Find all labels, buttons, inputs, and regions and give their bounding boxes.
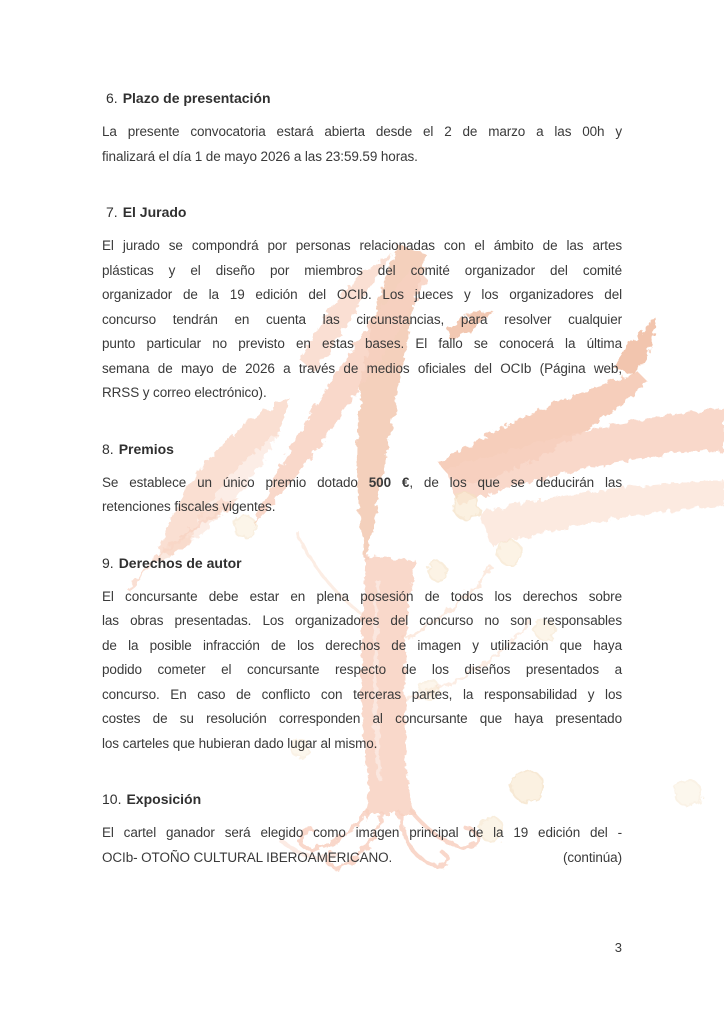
text-line: de la posible infracción de los derechos de imagen y utilización que haya: [102, 637, 622, 653]
text-line: RRSS y correo electrónico).: [102, 385, 267, 400]
section-paragraph: [102, 471, 622, 520]
text-column: [102, 88, 622, 870]
section-heading: [102, 439, 622, 460]
section-number: 8.: [102, 440, 114, 457]
text-line: los carteles que hubieran dado lugar al mismo.: [102, 735, 378, 751]
text-line: podido cometer el concursante respecto de los diseños presentados a: [102, 662, 622, 677]
section-title: El Jurado: [122, 204, 187, 220]
text-line: plásticas y el diseño por miembros del comité organizador del comité: [102, 262, 622, 278]
section-number: 9.: [102, 554, 114, 571]
text-line: El concursante debe estar en plena posesión de todos los derechos sobre: [102, 588, 622, 604]
section-plazo-de-presentacion: [102, 88, 622, 169]
text-line: las obras presentadas. Los organizadores del concurso no son responsables: [102, 613, 622, 628]
section-heading: [102, 202, 622, 223]
section-paragraph: [102, 821, 622, 870]
text-line: finalizará el día 1 de mayo 2026 a las 23:59.59 horas.: [102, 148, 418, 164]
section-paragraph: [102, 234, 622, 406]
section-number: 10.: [102, 791, 122, 807]
text-line: retenciones fiscales vigentes.: [102, 499, 276, 514]
text-line: organizador de la 19 edición del OCIb. Los jueces y los organizadores del: [102, 287, 622, 302]
text-line: El jurado se compondrá por personas relacionadas con el ámbito de las artes: [102, 238, 622, 253]
text-line: El cartel ganador será elegido como imagen principal de la 19 edición del -: [102, 825, 622, 840]
text-line: semana de mayo de 2026 a través de medios oficiales del OCIb (Página web,: [102, 360, 622, 376]
section-title: Exposición: [126, 791, 202, 807]
exhibition-event-name: OCIb- OTOÑO CULTURAL IBEROAMERICANO.: [102, 849, 393, 865]
prize-text-pre: Se establece un único premio dotado: [102, 474, 369, 490]
prize-text-post: , de los que se deducirán las: [409, 474, 622, 490]
page-number: 3: [614, 940, 622, 955]
section-paragraph: [102, 120, 622, 169]
section-title: Plazo de presentación: [122, 90, 271, 106]
text-line: costes de su resolución corresponden al concursante que haya presentado: [102, 711, 622, 726]
text-line: [102, 846, 622, 871]
prize-amount: 500 €: [368, 474, 410, 490]
text-line: [102, 471, 622, 496]
section-heading: [102, 553, 622, 574]
continua-note: (continúa): [562, 849, 622, 865]
text-line: concurso. En caso de conflicto con terceras partes, la responsabilidad y los: [102, 686, 622, 702]
section-exposicion: [102, 789, 622, 870]
section-title: Premios: [118, 440, 174, 457]
section-number: 6.: [106, 90, 118, 106]
section-number: 7.: [106, 204, 118, 220]
text-line: La presente convocatoria estará abierta desde el 2 de marzo a las 00h y: [102, 124, 622, 139]
text-line: punto particular no previsto en estas bases. El fallo se conocerá la última: [102, 336, 622, 351]
section-derechos-de-autor: [102, 553, 622, 757]
section-title: Derechos de autor: [118, 554, 242, 571]
text-line: concurso tendrán en cuenta las circunstancias, para resolver cualquier: [102, 311, 622, 327]
section-premios: [102, 439, 622, 520]
section-heading: [102, 789, 622, 810]
section-paragraph: [102, 585, 622, 757]
section-heading: [102, 88, 622, 109]
section-el-jurado: [102, 202, 622, 406]
